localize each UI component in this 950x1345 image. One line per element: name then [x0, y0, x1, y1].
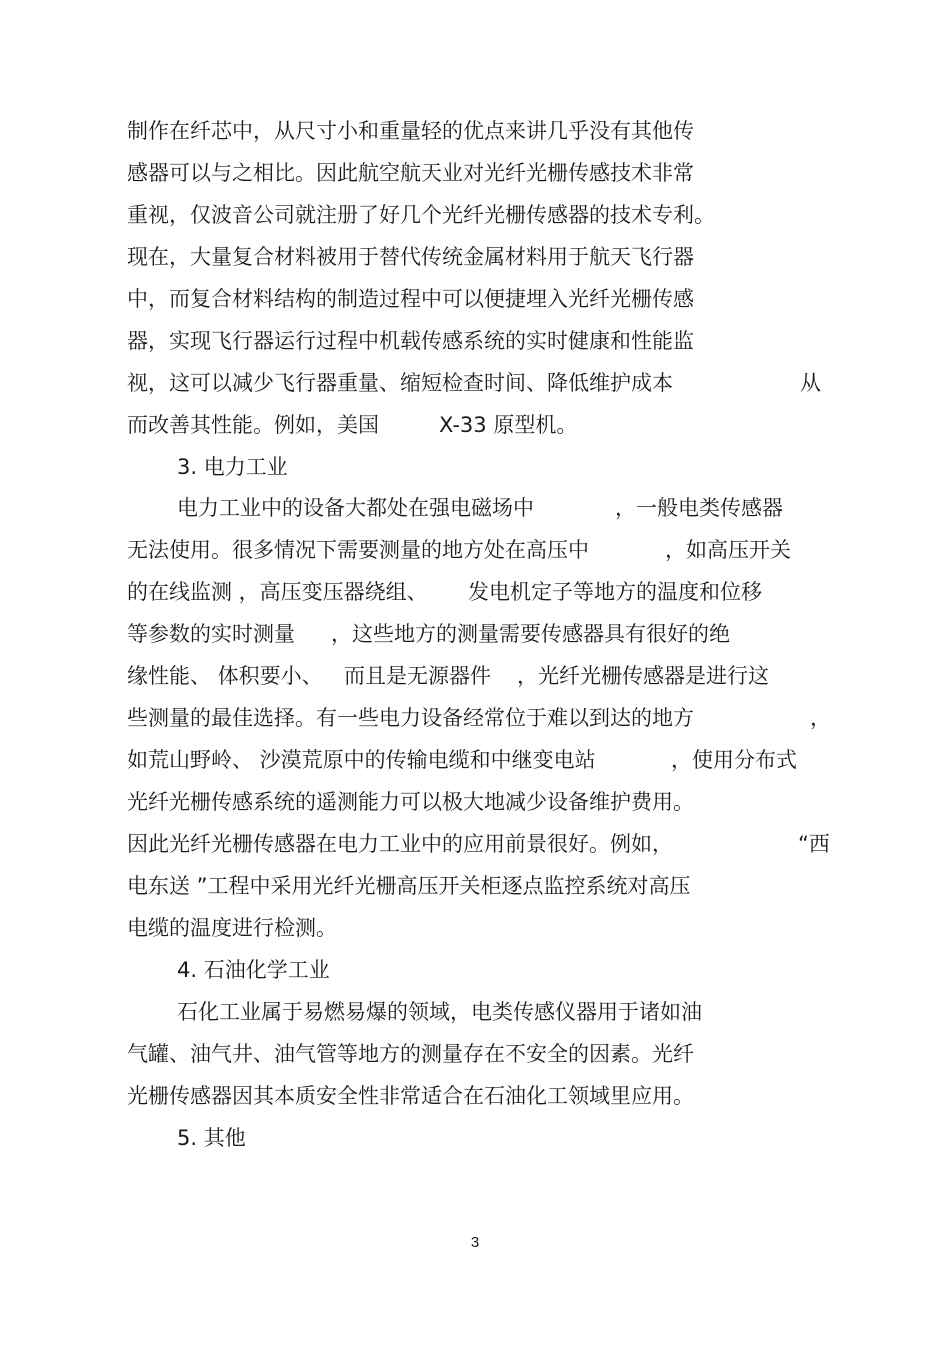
text-segment: ，如高压开关 — [665, 538, 791, 562]
text-segment: 等参数的实时测量 — [127, 622, 295, 646]
text-segment: 重视，仅波音公司就注册了好几个光纤光栅传感器的技术专利。 — [127, 203, 715, 227]
text-segment: ，光纤光栅传感器是进行这 — [517, 664, 769, 688]
text-segment: 些测量的最佳选择。有一些电力设备经常位于难以到达的地方 — [127, 706, 694, 730]
text-segment: ，使用分布式 — [671, 748, 797, 772]
heading-text: 3. 电力工业 — [177, 455, 288, 479]
heading-text: 5. 其他 — [177, 1126, 246, 1150]
text-segment: 如荒山野岭、 沙漠荒原中的传输电缆和中继变电站 — [127, 748, 596, 772]
text-segment: 感器可以与之相比。因此航空航天业对光纤光栅传感技术非常 — [127, 161, 694, 185]
text-segment: 发电机定子等地方的温度和位移 — [468, 580, 762, 604]
page-number: 3 — [470, 1234, 480, 1251]
text-segment: 视，这可以减少飞行器重量、缩短检查时间、降低维护成本 — [127, 371, 673, 395]
text-segment: 中，而复合材料结构的制造过程中可以便捷埋入光纤光栅传感 — [127, 287, 694, 311]
text-segment: X-33 原型机。 — [439, 413, 578, 437]
text-segment: 而且是无源器件 — [344, 664, 491, 688]
text-segment: 器，实现飞行器运行过程中机载传感系统的实时健康和性能监 — [127, 329, 694, 353]
heading-text: 4. 石油化学工业 — [177, 958, 330, 982]
text-segment: 电东送 ”工程中采用光纤光栅高压开关柜逐点监控系统对高压 — [127, 874, 691, 898]
text-segment: 石化工业属于易燃易爆的领域，电类传感仪器用于诸如油 — [177, 1000, 702, 1024]
text-segment: 气罐、油气井、油气管等地方的测量存在不安全的因素。光纤 — [127, 1042, 694, 1066]
text-segment: “西 — [798, 832, 830, 856]
text-segment: 光栅传感器因其本质安全性非常适合在石油化工领域里应用。 — [127, 1084, 694, 1108]
text-segment: 缘性能、 体积要小、 — [127, 664, 323, 688]
text-segment: ， — [810, 706, 831, 730]
text-segment: 从 — [800, 371, 821, 395]
text-segment: 电力工业中的设备大都处在强电磁场中 — [177, 496, 534, 520]
text-segment: 电缆的温度进行检测。 — [127, 916, 337, 940]
text-segment: 光纤光栅传感系统的遥测能力可以极大地减少设备维护费用。 — [127, 790, 694, 814]
text-segment: ，这些地方的测量需要传感器具有很好的绝 — [331, 622, 730, 646]
text-segment: 因此光纤光栅传感器在电力工业中的应用前景很好。例如， — [127, 832, 673, 856]
text-segment: 的在线监测 ，高压变压器绕组、 — [127, 580, 428, 604]
text-segment: 无法使用。很多情况下需要测量的地方处在高压中 — [127, 538, 589, 562]
text-segment: 现在，大量复合材料被用于替代传统金属材料用于航天飞行器 — [127, 245, 694, 269]
text-segment: ，一般电类传感器 — [615, 496, 783, 520]
text-segment: 而改善其性能。例如，美国 — [127, 413, 379, 437]
text-segment: 制作在纤芯中，从尺寸小和重量轻的优点来讲几乎没有其他传 — [127, 119, 694, 143]
